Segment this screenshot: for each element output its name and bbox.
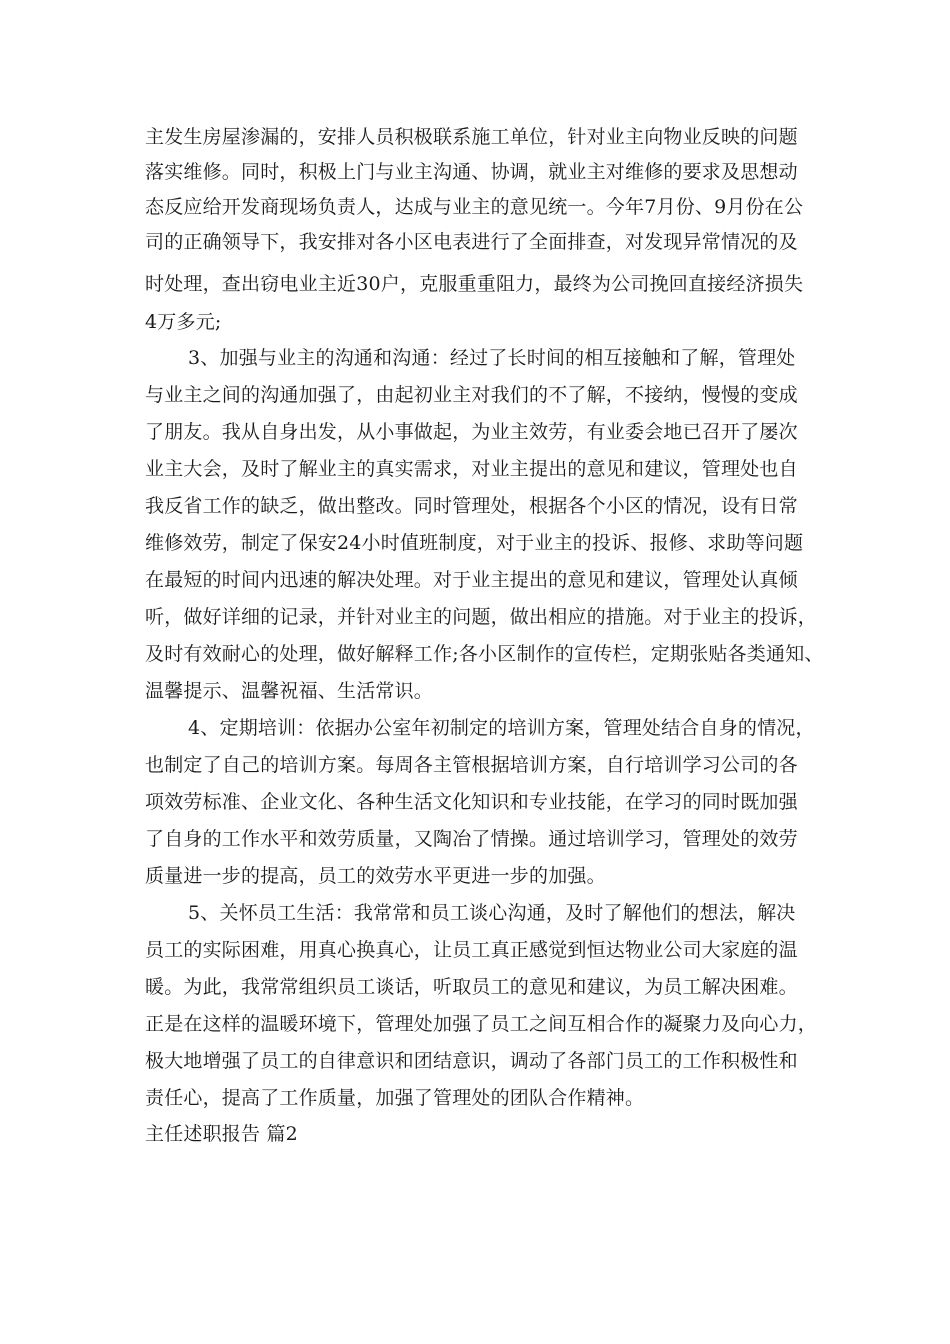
paragraph-line: 责任心，提高了工作质量，加强了管理处的团队合作精神。	[145, 1087, 645, 1109]
paragraph-line: 司的正确领导下，我安排对各小区电表进行了全面排查，对发现异常情况的及	[145, 231, 798, 253]
paragraph-line: 了自身的工作水平和效劳质量，又陶冶了情操。通过培训学习，管理处的效劳	[145, 828, 798, 850]
paragraph-line: 也制定了自己的培训方案。每周各主管根据培训方案，自行培训学习公司的各	[145, 754, 798, 776]
paragraph-line: 质量进一步的提高，员工的效劳水平更进一步的加强。	[145, 865, 606, 887]
paragraph-line: 主发生房屋渗漏的，安排人员积极联系施工单位，针对业主向物业反映的问题	[145, 126, 798, 148]
paragraph-line: 3、加强与业主的沟通和沟通：经过了长时间的相互接触和了解，管理处	[188, 347, 796, 369]
paragraph-line: 正是在这样的温暖环境下，管理处加强了员工之间互相合作的凝聚力及向心力，	[145, 1013, 818, 1035]
paragraph-line: 态反应给开发商现场负责人，达成与业主的意见统一。今年7月份、9月份在公	[145, 196, 804, 218]
paragraph-line: 温馨提示、温馨祝福、生活常识。	[145, 680, 434, 702]
paragraph-line: 员工的实际困难，用真心换真心，让员工真正感觉到恒达物业公司大家庭的温	[145, 939, 798, 961]
paragraph-line: 业主大会，及时了解业主的真实需求，对业主提出的意见和建议，管理处也自	[145, 458, 798, 480]
paragraph-line: 维修效劳，制定了保安24小时值班制度，对于业主的投诉、报修、求助等问题	[145, 532, 804, 554]
paragraph-line: 落实维修。同时，积极上门与业主沟通、协调，就业主对维修的要求及思想动	[145, 161, 798, 183]
paragraph-line: 4、定期培训：依据办公室年初制定的培训方案，管理处结合自身的情况，	[188, 717, 815, 739]
paragraph-line: 及时有效耐心的处理，做好解释工作;各小区制作的宣传栏，定期张贴各类通知、	[145, 643, 824, 665]
paragraph-line: 在最短的时间内迅速的解决处理。对于业主提出的意见和建议，管理处认真倾	[145, 569, 798, 591]
section-heading: 主任述职报告 篇2	[145, 1123, 298, 1145]
paragraph-line: 听，做好详细的记录，并针对业主的问题，做出相应的措施。对于业主的投诉，	[145, 606, 818, 628]
paragraph-line: 极大地增强了员工的自律意识和团结意识，调动了各部门员工的工作积极性和	[145, 1050, 798, 1072]
paragraph-line: 时处理，查出窃电业主近30户，克服重重阻力，最终为公司挽回直接经济损失	[145, 273, 804, 295]
paragraph-line: 与业主之间的沟通加强了，由起初业主对我们的不了解，不接纳，慢慢的变成	[145, 384, 798, 406]
paragraph-line: 我反省工作的缺乏，做出整改。同时管理处，根据各个小区的情况，设有日常	[145, 495, 798, 517]
paragraph-line: 项效劳标准、企业文化、各种生活文化知识和专业技能，在学习的同时既加强	[145, 791, 798, 813]
paragraph-line: 4万多元;	[145, 311, 222, 333]
paragraph-line: 5、关怀员工生活：我常常和员工谈心沟通，及时了解他们的想法，解决	[188, 902, 796, 924]
paragraph-line: 了朋友。我从自身出发，从小事做起，为业主效劳，有业委会地已召开了屡次	[145, 421, 798, 443]
paragraph-line: 暖。为此，我常常组织员工谈话，听取员工的意见和建议，为员工解决困难。	[145, 976, 798, 998]
